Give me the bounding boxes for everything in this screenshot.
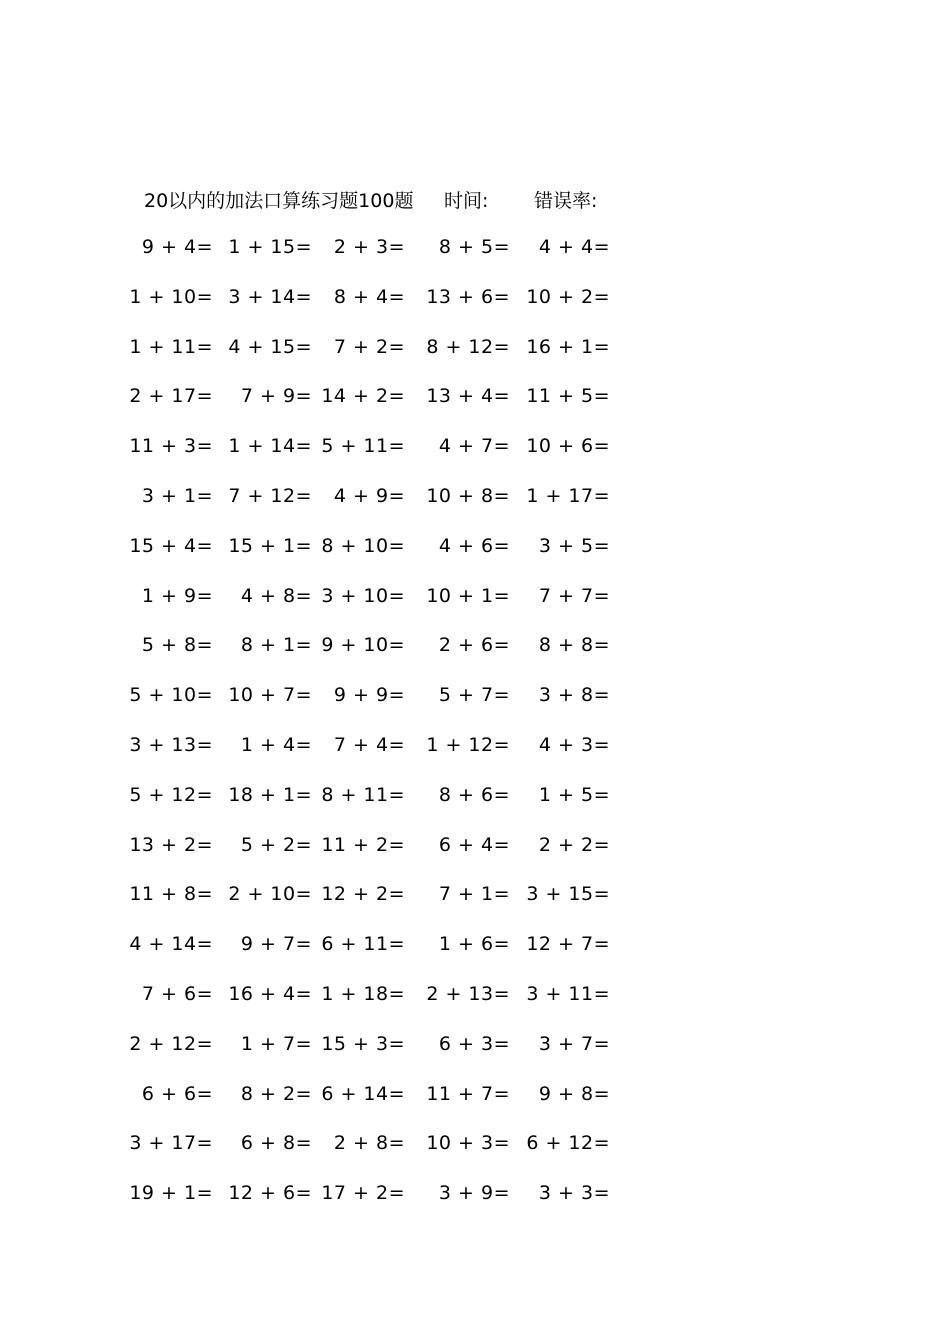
problem-item: 16 + 4= [228, 982, 312, 1005]
problem-item: 4 + 15= [228, 335, 312, 358]
problem-item: 9 + 10= [321, 634, 405, 657]
problem-item: 11 + 2= [321, 833, 405, 856]
problem-item: 6 + 11= [321, 933, 405, 956]
problem-item: 8 + 12= [426, 335, 510, 358]
problem-row [0, 385, 950, 435]
problem-item: 1 + 18= [321, 982, 405, 1005]
problem-row [0, 634, 950, 684]
problem-item: 6 + 4= [438, 833, 510, 856]
problem-item: 17 + 2= [321, 1182, 405, 1205]
problem-item: 2 + 13= [426, 982, 510, 1005]
problem-row [0, 535, 950, 585]
problem-item: 12 + 6= [228, 1182, 312, 1205]
problem-item: 13 + 4= [426, 385, 510, 408]
problem-item: 3 + 7= [538, 1032, 610, 1055]
problem-row [0, 286, 950, 336]
problem-item: 10 + 3= [426, 1132, 510, 1155]
problem-item: 3 + 10= [321, 584, 405, 607]
problem-item: 3 + 1= [141, 484, 213, 507]
problem-row [0, 336, 950, 386]
problem-item: 8 + 5= [438, 236, 510, 258]
problem-item: 14 + 2= [321, 385, 405, 408]
problem-item: 2 + 8= [333, 1132, 405, 1155]
problem-item: 4 + 9= [333, 484, 405, 507]
problem-item: 7 + 7= [538, 584, 610, 607]
problem-item: 1 + 10= [129, 285, 213, 308]
problem-item: 3 + 5= [538, 534, 610, 557]
problem-row [0, 1182, 950, 1232]
problem-item: 6 + 3= [438, 1032, 510, 1055]
problem-item: 11 + 5= [526, 385, 610, 408]
problem-item: 10 + 2= [526, 285, 610, 308]
problem-item: 3 + 11= [526, 982, 610, 1005]
problem-item: 3 + 14= [228, 285, 312, 308]
problem-row [0, 684, 950, 734]
problem-item: 8 + 11= [321, 783, 405, 806]
problem-item: 1 + 9= [141, 584, 213, 607]
problem-item: 6 + 6= [141, 1082, 213, 1105]
problem-item: 8 + 2= [240, 1082, 312, 1105]
problem-row [0, 734, 950, 784]
problem-item: 8 + 4= [333, 285, 405, 308]
problem-item: 5 + 11= [321, 435, 405, 458]
problem-item: 19 + 1= [129, 1182, 213, 1205]
problem-item: 7 + 1= [438, 883, 510, 906]
problem-item: 13 + 2= [129, 833, 213, 856]
problem-item: 6 + 12= [526, 1132, 610, 1155]
problem-item: 7 + 4= [333, 733, 405, 756]
problem-item: 1 + 15= [228, 236, 312, 258]
problem-row [0, 834, 950, 884]
problem-item: 1 + 12= [426, 733, 510, 756]
problem-item: 5 + 7= [438, 684, 510, 707]
problem-item: 2 + 2= [538, 833, 610, 856]
problem-item: 10 + 7= [228, 684, 312, 707]
problem-item: 8 + 10= [321, 534, 405, 557]
problem-item: 3 + 17= [129, 1132, 213, 1155]
problem-row [0, 1033, 950, 1083]
error-rate-label: 错误率: [534, 190, 598, 212]
problem-row [0, 585, 950, 635]
problem-item: 8 + 8= [538, 634, 610, 657]
problem-item: 1 + 17= [526, 484, 610, 507]
problem-row [0, 236, 950, 286]
problem-item: 5 + 2= [240, 833, 312, 856]
problem-grid [0, 236, 950, 1232]
problem-item: 5 + 12= [129, 783, 213, 806]
problem-item: 11 + 7= [426, 1082, 510, 1105]
problem-item: 1 + 14= [228, 435, 312, 458]
problem-item: 1 + 6= [438, 933, 510, 956]
problem-item: 3 + 15= [526, 883, 610, 906]
problem-item: 12 + 7= [526, 933, 610, 956]
problem-row [0, 1132, 950, 1182]
problem-item: 3 + 3= [538, 1182, 610, 1205]
problem-item: 9 + 8= [538, 1082, 610, 1105]
problem-item: 10 + 1= [426, 584, 510, 607]
problem-item: 4 + 8= [240, 584, 312, 607]
problem-row [0, 883, 950, 933]
problem-item: 2 + 10= [228, 883, 312, 906]
problem-item: 10 + 6= [526, 435, 610, 458]
problem-item: 13 + 6= [426, 285, 510, 308]
problem-item: 3 + 8= [538, 684, 610, 707]
problem-row [0, 983, 950, 1033]
problem-row [0, 435, 950, 485]
problem-item: 7 + 6= [141, 982, 213, 1005]
problem-item: 3 + 13= [129, 733, 213, 756]
problem-item: 11 + 8= [129, 883, 213, 906]
problem-item: 3 + 9= [438, 1182, 510, 1205]
problem-item: 4 + 14= [129, 933, 213, 956]
problem-item: 15 + 3= [321, 1032, 405, 1055]
problem-item: 5 + 10= [129, 684, 213, 707]
problem-item: 18 + 1= [228, 783, 312, 806]
problem-item: 4 + 4= [538, 236, 610, 258]
problem-item: 6 + 14= [321, 1082, 405, 1105]
problem-item: 11 + 3= [129, 435, 213, 458]
problem-item: 1 + 7= [240, 1032, 312, 1055]
problem-item: 2 + 12= [129, 1032, 213, 1055]
problem-item: 12 + 2= [321, 883, 405, 906]
problem-item: 5 + 8= [141, 634, 213, 657]
problem-item: 1 + 5= [538, 783, 610, 806]
problem-item: 8 + 6= [438, 783, 510, 806]
problem-item: 7 + 9= [240, 385, 312, 408]
time-label: 时间: [444, 190, 489, 212]
problem-item: 4 + 7= [438, 435, 510, 458]
problem-item: 2 + 6= [438, 634, 510, 657]
problem-item: 10 + 8= [426, 484, 510, 507]
problem-row [0, 933, 950, 983]
problem-item: 7 + 2= [333, 335, 405, 358]
problem-item: 9 + 9= [333, 684, 405, 707]
problem-item: 4 + 3= [538, 733, 610, 756]
problem-item: 8 + 1= [240, 634, 312, 657]
problem-item: 2 + 17= [129, 385, 213, 408]
problem-row [0, 1083, 950, 1133]
problem-item: 7 + 12= [228, 484, 312, 507]
problem-row [0, 485, 950, 535]
problem-item: 9 + 4= [141, 236, 213, 258]
problem-item: 1 + 11= [129, 335, 213, 358]
worksheet-title: 20以内的加法口算练习题100题 [144, 190, 414, 212]
problem-item: 16 + 1= [526, 335, 610, 358]
problem-item: 9 + 7= [240, 933, 312, 956]
problem-item: 6 + 8= [240, 1132, 312, 1155]
problem-item: 15 + 1= [228, 534, 312, 557]
problem-row [0, 784, 950, 834]
problem-item: 4 + 6= [438, 534, 510, 557]
problem-item: 2 + 3= [333, 236, 405, 258]
problem-item: 1 + 4= [240, 733, 312, 756]
problem-item: 15 + 4= [129, 534, 213, 557]
